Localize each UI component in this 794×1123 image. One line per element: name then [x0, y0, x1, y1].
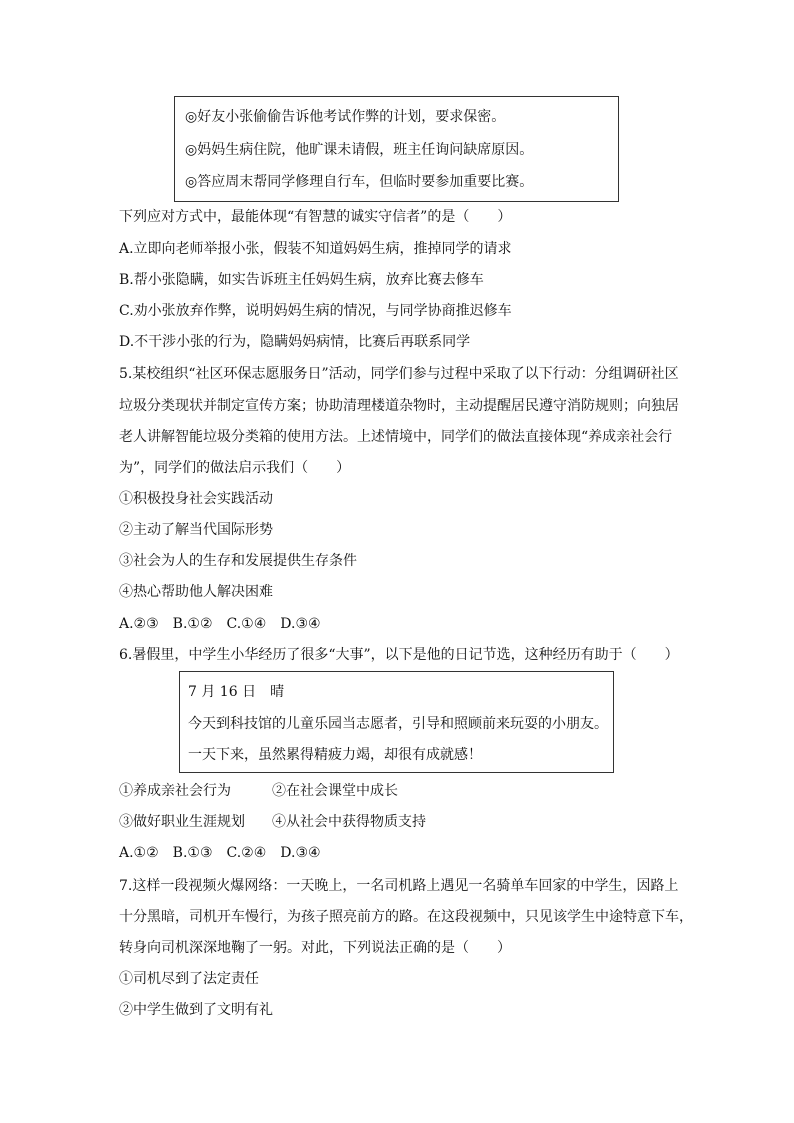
- question-6-item: ①养成亲社会行为: [119, 783, 231, 799]
- scenario-line: ◎妈妈生病住院，他旷课未请假，班主任询问缺席原因。: [185, 142, 534, 158]
- question-5-item: ①积极投身社会实践活动: [119, 491, 273, 507]
- question-5-stem: 垃圾分类现状并制定宣传方案；协助清理楼道杂物时，主动提醒居民遵守消防规则；向独居: [119, 398, 679, 414]
- question-5-stem: 为”，同学们的做法启示我们（ ）: [119, 460, 351, 476]
- question-6-stem: 6.暑假里，中学生小华经历了很多“大事”，以下是他的日记节选，这种经历有助于（ ）: [119, 647, 679, 663]
- question-7-item: ②中学生做到了文明有礼: [119, 1002, 273, 1018]
- option-d: D.不干涉小张的行为，隐瞒妈妈病情，比赛后再联系同学: [119, 334, 471, 350]
- diary-line: 今天到科技馆的儿童乐园当志愿者，引导和照顾前来玩耍的小朋友。: [188, 716, 608, 732]
- scenario-line: ◎好友小张偷偷告诉他考试作弊的计划，要求保密。: [185, 109, 506, 125]
- question-6-item: ③做好职业生涯规划: [119, 814, 245, 830]
- question-5-stem: 老人讲解智能垃圾分类箱的使用方法。上述情境中，同学们的做法直接体现“养成亲社会行: [119, 429, 673, 445]
- diary-line: 一天下来，虽然累得精疲力竭，却很有成就感！: [188, 747, 482, 763]
- diary-box: [179, 671, 614, 773]
- question-7-stem: 十分黑暗，司机开车慢行，为孩子照亮前方的路。在这段视频中，只见该学生中途特意下车，: [119, 909, 693, 925]
- question-5-stem: 5.某校组织“社区环保志愿服务日”活动，同学们参与过程中采取了以下行动：分组调研社区: [119, 366, 679, 382]
- option-b: B.帮小张隐瞒，如实告诉班主任妈妈生病，放弃比赛去修车: [119, 272, 484, 288]
- question-7-stem: 7.这样一段视频火爆网络：一天晚上，一名司机路上遇见一名骑单车回家的中学生，因路上: [119, 878, 679, 894]
- scenario-line: ◎答应周末帮同学修理自行车，但临时要参加重要比赛。: [185, 174, 534, 190]
- question-5-item: ③社会为人的生存和发展提供生存条件: [119, 553, 357, 569]
- option-c: C.劝小张放弃作弊，说明妈妈生病的情况，与同学协商推迟修车: [119, 303, 512, 319]
- question-5-item: ④热心帮助他人解决困难: [119, 584, 273, 600]
- scenario-box: [174, 96, 619, 202]
- diary-date: 7 月 16 日 晴: [188, 684, 285, 700]
- question-7-item: ①司机尽到了法定责任: [119, 971, 259, 987]
- question-4-stem: 下列应对方式中，最能体现“有智慧的诚实守信者”的是（ ）: [119, 209, 512, 225]
- question-5-answers: A.②③ B.①② C.①④ D.③④: [119, 616, 321, 632]
- question-7-stem: 转身向司机深深地鞠了一躬。对此，下列说法正确的是（ ）: [119, 940, 511, 956]
- question-6-item: ④从社会中获得物质支持: [272, 814, 426, 830]
- option-a: A.立即向老师举报小张，假装不知道妈妈生病，推掉同学的请求: [119, 241, 512, 257]
- question-6-answers: A.①② B.①③ C.②④ D.③④: [119, 845, 321, 861]
- question-5-item: ②主动了解当代国际形势: [119, 522, 273, 538]
- question-6-item: ②在社会课堂中成长: [272, 783, 398, 799]
